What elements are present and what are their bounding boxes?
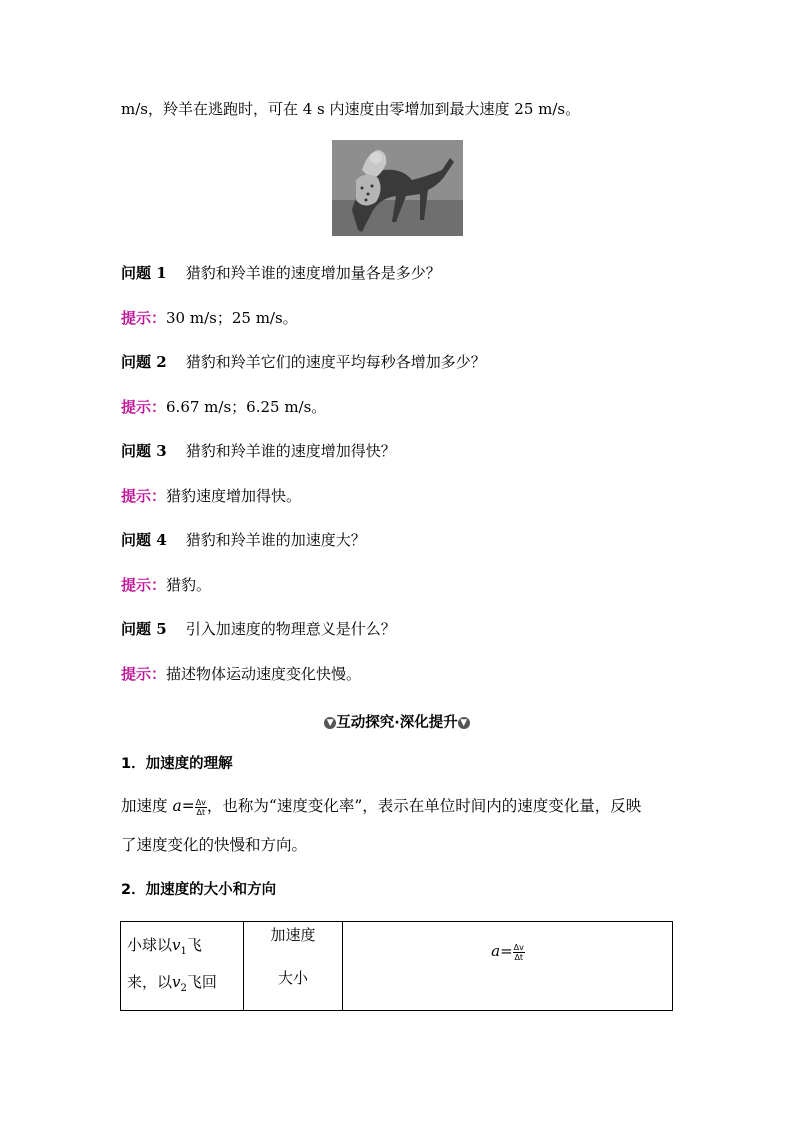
hint-1 bbox=[121, 307, 298, 328]
question-5 bbox=[121, 618, 396, 639]
chevron-down-icon: ▼ bbox=[458, 717, 470, 729]
table-cell-formula bbox=[343, 922, 673, 1010]
hint-text: 30 m/s；25 m/s。 bbox=[166, 309, 298, 327]
frac-den: Δt bbox=[196, 807, 206, 817]
section-title bbox=[0, 711, 794, 732]
question-2 bbox=[121, 351, 486, 372]
table-cell-scenario bbox=[121, 922, 244, 1010]
intro-line: m/s，羚羊在逃跑时，可在 4 s 内速度由零增加到最大速度 25 m/s。 bbox=[121, 100, 581, 118]
hint-text: 猎豹速度增加得快。 bbox=[166, 487, 302, 505]
hint-label: 提示： bbox=[121, 309, 167, 327]
point1-paragraph bbox=[121, 794, 641, 817]
fraction bbox=[513, 943, 525, 962]
point2-heading: 2．加速度的大小和方向 bbox=[121, 882, 277, 898]
question-text: 猎豹和羚羊谁的速度增加得快？ bbox=[185, 442, 396, 460]
math-var: a bbox=[491, 942, 501, 960]
question-label: 问题 2 bbox=[121, 353, 167, 371]
text: 飞回 bbox=[186, 973, 217, 991]
subscript: 2 bbox=[180, 983, 187, 994]
hint-label: 提示： bbox=[121, 487, 167, 505]
formula bbox=[343, 942, 673, 962]
math-var: a bbox=[172, 797, 182, 815]
subscript: 1 bbox=[180, 946, 187, 957]
fraction bbox=[195, 798, 207, 817]
math-eq: = bbox=[181, 797, 195, 815]
acceleration-table bbox=[120, 921, 673, 1011]
cheetah-gazelle-illustration bbox=[332, 140, 463, 236]
section-title-text: 互动探究·深化提升 bbox=[336, 715, 458, 731]
para-rest: ，也称为“速度变化率”，表示在单位时间内的速度变化量，反映 bbox=[206, 797, 642, 815]
para-prefix: 加速度 bbox=[121, 797, 173, 815]
hint-text: 描述物体运动速度变化快慢。 bbox=[166, 665, 362, 683]
question-label: 问题 3 bbox=[121, 442, 167, 460]
text: 来，以 bbox=[127, 973, 173, 991]
chevron-down-icon: ▼ bbox=[324, 717, 336, 729]
question-label: 问题 5 bbox=[121, 620, 167, 638]
cheetah-gazelle-photo bbox=[332, 140, 463, 236]
label-top: 加速度 bbox=[270, 926, 316, 944]
hint-label: 提示： bbox=[121, 398, 167, 416]
hint-text: 猎豹。 bbox=[166, 576, 212, 594]
question-text: 猎豹和羚羊谁的加速度大？ bbox=[185, 531, 366, 549]
label-bottom: 大小 bbox=[277, 969, 308, 987]
frac-num: Δv bbox=[513, 942, 524, 952]
text: 飞 bbox=[186, 936, 202, 954]
scenario-line1 bbox=[127, 930, 237, 967]
question-text: 猎豹和羚羊它们的速度平均每秒各增加多少？ bbox=[185, 353, 486, 371]
text: 小球以 bbox=[127, 936, 173, 954]
question-label: 问题 4 bbox=[121, 531, 167, 549]
math-var: v bbox=[172, 973, 181, 991]
hint-2 bbox=[121, 396, 326, 417]
frac-den: Δt bbox=[514, 952, 524, 962]
question-3 bbox=[121, 440, 396, 461]
point1-paragraph-line2: 了速度变化的快慢和方向。 bbox=[121, 836, 308, 854]
hint-5 bbox=[121, 663, 361, 684]
hint-label: 提示： bbox=[121, 576, 167, 594]
question-text: 猎豹和羚羊谁的速度增加量各是多少？ bbox=[185, 264, 441, 282]
frac-num: Δv bbox=[195, 797, 206, 807]
hint-label: 提示： bbox=[121, 665, 167, 683]
table-cell-label bbox=[244, 922, 343, 1010]
hint-text: 6.67 m/s；6.25 m/s。 bbox=[166, 398, 327, 416]
hint-4 bbox=[121, 574, 211, 595]
scenario-line2 bbox=[127, 967, 237, 1004]
question-text: 引入加速度的物理意义是什么？ bbox=[185, 620, 396, 638]
hint-3 bbox=[121, 485, 301, 506]
math-var: v bbox=[172, 936, 181, 954]
question-4 bbox=[121, 529, 366, 550]
question-1 bbox=[121, 262, 441, 283]
math-eq: = bbox=[500, 942, 513, 960]
point1-heading: 1．加速度的理解 bbox=[121, 756, 233, 772]
question-label: 问题 1 bbox=[121, 264, 167, 282]
